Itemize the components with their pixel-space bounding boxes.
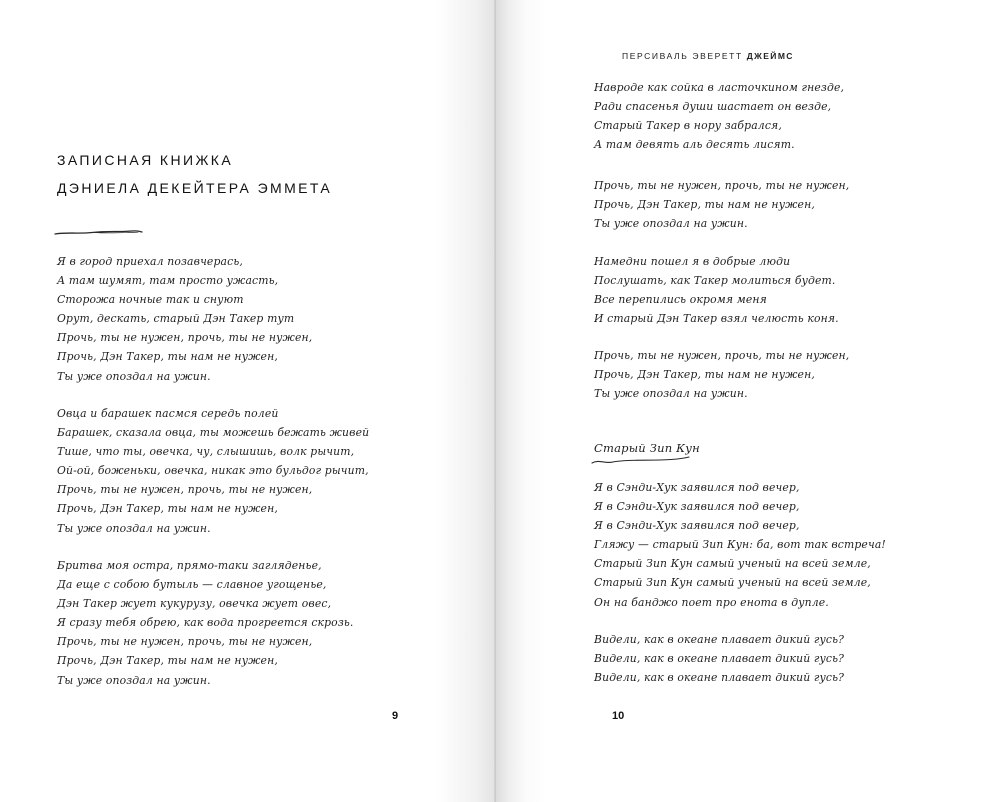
- verse-line: Прочь, ты не нужен, прочь, ты не нужен,: [57, 635, 313, 649]
- stanza-9: [594, 630, 844, 687]
- verse-line: Прочь, ты не нужен, прочь, ты не нужен,: [57, 483, 313, 497]
- verse-line: Я в город приехал позавчерась,: [57, 255, 243, 268]
- page-number-left: 9: [392, 710, 399, 722]
- verse-line: Барашек, сказала овца, ты можешь бежать живей: [57, 426, 370, 440]
- verse-line: Старый Зип Кун самый ученый на всей земле,: [594, 557, 871, 571]
- verse-line: Тише, что ты, овечка, чу, слышишь, волк рычит,: [57, 445, 355, 459]
- verse-line: Ты уже опоздал на ужин.: [57, 369, 211, 383]
- verse-line: Орут, дескать, старый Дэн Такер тут: [57, 312, 295, 326]
- verse-line: Гляжу — старый Зип Кун: ба, вот так встреча!: [594, 538, 886, 552]
- stanza-7: [594, 346, 849, 403]
- verse-line: Ради спасенья души шастает он везде,: [594, 100, 832, 114]
- verse-line: Послушать, как Такер молиться будет.: [594, 274, 836, 288]
- verse-line: Прочь, Дэн Такер, ты нам не нужен,: [57, 654, 278, 668]
- verse-line: Я в Сэнди-Хук заявился под вечер,: [594, 519, 800, 533]
- verse-line: Намедни пошел я в добрые люди: [594, 255, 791, 268]
- heading-underline-flourish: [591, 455, 691, 467]
- verse-line: Старый Зип Кун самый ученый на всей земле,: [594, 576, 871, 590]
- verse-line: Старый Такер в нору забрался,: [594, 119, 782, 133]
- verse-line: Ты уже опоздал на ужин.: [594, 387, 748, 401]
- verse-line: Ой-ой, боженьки, овечка, никак это бульдог рычит,: [57, 464, 369, 478]
- verse-line: Я сразу тебя обрею, как вода прогреется скрозь.: [57, 616, 354, 630]
- verse-line: Прочь, Дэн Такер, ты нам не нужен,: [594, 198, 815, 212]
- verse-line: Ты уже опоздал на ужин.: [57, 521, 211, 535]
- song-heading: Старый Зип Кун: [594, 441, 700, 455]
- stanza-2: [57, 404, 369, 538]
- verse-line: Видели, как в океане плавает дикий гусь?: [594, 671, 845, 685]
- verse-line: Я в Сэнди-Хук заявился под вечер,: [594, 500, 800, 514]
- verse-line: Прочь, ты не нужен, прочь, ты не нужен,: [57, 331, 313, 345]
- book-title-line-2: ДЭНИЕЛА ДЕКЕЙТЕРА ЭММЕТА: [57, 180, 333, 197]
- verse-line: А там шумят, там просто ужасть,: [57, 274, 279, 288]
- verse-line: Навроде как сойка в ласточкином гнезде,: [594, 81, 845, 94]
- verse-line: Да еще с собою бутыль — славное угощенье,: [57, 578, 327, 592]
- page-number-right: 10: [612, 710, 625, 722]
- verse-line: Он на банджо поет про енота в дупле.: [594, 595, 829, 609]
- verse-line: Дэн Такер жует кукурузу, овечка жует овес,: [57, 597, 332, 611]
- verse-line: Прочь, ты не нужен, прочь, ты не нужен,: [594, 349, 850, 362]
- verse-line: Прочь, Дэн Такер, ты нам не нужен,: [57, 502, 278, 516]
- verse-line: Прочь, ты не нужен, прочь, ты не нужен,: [594, 179, 850, 192]
- running-head: [622, 51, 794, 61]
- stanza-8: [594, 478, 886, 612]
- book-title-line-1: ЗАПИСНАЯ КНИЖКА: [57, 152, 234, 169]
- verse-line: Прочь, Дэн Такер, ты нам не нужен,: [57, 350, 278, 364]
- verse-line: Овца и барашек пасмся середь полей: [57, 407, 279, 420]
- verse-line: Я в Сэнди-Хук заявился под вечер,: [594, 481, 800, 494]
- verse-line: И старый Дэн Такер взял челюсть коня.: [594, 312, 839, 326]
- verse-line: А там девять аль десять лисят.: [594, 138, 795, 152]
- verse-line: Ты уже опоздал на ужин.: [57, 673, 211, 687]
- stanza-1: [57, 252, 312, 386]
- right-page: [496, 0, 997, 802]
- running-head-author-surname: ДЖЕЙМС: [746, 51, 794, 61]
- running-head-author: ПЕРСИВАЛЬ ЭВЕРЕТТ: [622, 51, 743, 61]
- verse-line: Видели, как в океане плавает дикий гусь?: [594, 633, 845, 646]
- stanza-3: [57, 556, 353, 690]
- stanza-6: [594, 252, 839, 328]
- verse-line: Ты уже опоздал на ужин.: [594, 217, 748, 231]
- ink-flourish-ornament: [54, 226, 144, 240]
- verse-line: Сторожа ночные так и снуют: [57, 293, 244, 307]
- stanza-5: [594, 176, 849, 233]
- verse-line: Прочь, Дэн Такер, ты нам не нужен,: [594, 368, 815, 382]
- verse-line: Видели, как в океане плавает дикий гусь?: [594, 652, 845, 666]
- stanza-4: [594, 78, 844, 154]
- left-page: [0, 0, 496, 802]
- verse-line: Бритва моя остра, прямо-таки загляденье,: [57, 559, 322, 572]
- verse-line: Все перепились окромя меня: [594, 293, 767, 307]
